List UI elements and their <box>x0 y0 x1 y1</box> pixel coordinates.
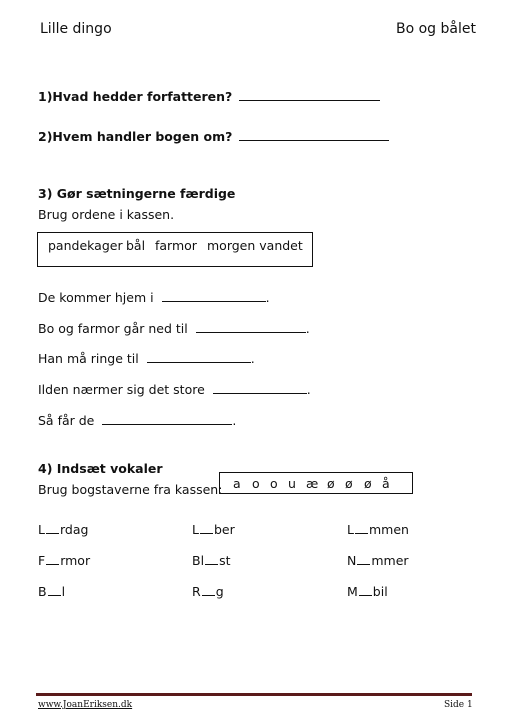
sentence-end: . <box>265 290 270 305</box>
letter-box-item: æ <box>306 476 319 491</box>
footer-link[interactable]: www.JoanEriksen.dk <box>38 700 133 710</box>
letter-box-item: u <box>288 476 296 491</box>
vowel-blank[interactable] <box>46 554 59 565</box>
vowel-blank[interactable] <box>200 523 213 534</box>
question-1 <box>38 87 380 104</box>
word-box-item: pandekager <box>48 238 123 253</box>
sentence-end: . <box>232 413 237 428</box>
letter-box-item: a <box>233 476 241 491</box>
word-box-item: farmor <box>155 238 197 253</box>
footer-divider <box>36 693 472 696</box>
vowel-word: M bil <box>347 584 388 599</box>
question-2 <box>38 127 389 144</box>
sentence-blank[interactable] <box>162 288 266 302</box>
sentence-end: . <box>305 321 310 336</box>
vowel-word: R g <box>192 584 224 599</box>
vowel-blank[interactable] <box>357 554 370 565</box>
vowel-word: N mmer <box>347 553 409 568</box>
vowel-word: F rmor <box>38 553 91 568</box>
word-box-item: bål <box>126 238 146 253</box>
sentence-5 <box>38 411 236 428</box>
sentence-1 <box>38 288 270 305</box>
sentence-blank[interactable] <box>147 349 251 363</box>
section3-title: 3) Gør sætningerne færdige <box>38 186 236 201</box>
vowel-blank[interactable] <box>48 585 61 596</box>
vowel-word: Bl st <box>192 553 231 568</box>
vowel-blank[interactable] <box>355 523 368 534</box>
sentence-text: Han må ringe til <box>38 351 139 366</box>
vowel-word: L rdag <box>38 522 89 537</box>
vowel-word: B l <box>38 584 66 599</box>
letter-box-item: ø <box>364 476 372 491</box>
letter-box-item: o <box>252 476 260 491</box>
sentence-blank[interactable] <box>196 319 306 333</box>
letter-box-item: ø <box>327 476 335 491</box>
sentence-blank[interactable] <box>213 380 307 394</box>
question-1-text: 1)Hvad hedder forfatteren? <box>38 89 233 104</box>
sentence-end: . <box>306 382 311 397</box>
letter-box-item: o <box>270 476 278 491</box>
sentence-4 <box>38 380 311 397</box>
vowel-blank[interactable] <box>205 554 218 565</box>
header-right: Bo og bålet <box>396 21 476 37</box>
header-left: Lille dingo <box>40 21 112 37</box>
sentence-end: . <box>250 351 255 366</box>
sentence-text: Ilden nærmer sig det store <box>38 382 205 397</box>
vowel-word: L mmen <box>347 522 409 537</box>
sentence-text: Bo og farmor går ned til <box>38 321 188 336</box>
section4-instruction: Brug bogstaverne fra kassen: <box>38 482 223 497</box>
word-box-item: morgen vandet <box>207 238 303 253</box>
sentence-2 <box>38 319 310 336</box>
vowel-word: L ber <box>192 522 235 537</box>
answer-blank-1[interactable] <box>239 87 380 101</box>
section4-title: 4) Indsæt vokaler <box>38 461 163 476</box>
question-2-text: 2)Hvem handler bogen om? <box>38 129 233 144</box>
page-number: Side 1 <box>444 700 473 710</box>
letter-box-item: å <box>382 476 390 491</box>
vowel-blank[interactable] <box>359 585 372 596</box>
answer-blank-2[interactable] <box>239 127 389 141</box>
sentence-text: Så får de <box>38 413 95 428</box>
sentence-blank[interactable] <box>102 411 232 425</box>
sentence-text: De kommer hjem i <box>38 290 154 305</box>
sentence-3 <box>38 349 255 366</box>
vowel-blank[interactable] <box>46 523 59 534</box>
letter-box-item: ø <box>345 476 353 491</box>
vowel-blank[interactable] <box>202 585 215 596</box>
section3-instruction: Brug ordene i kassen. <box>38 207 175 222</box>
